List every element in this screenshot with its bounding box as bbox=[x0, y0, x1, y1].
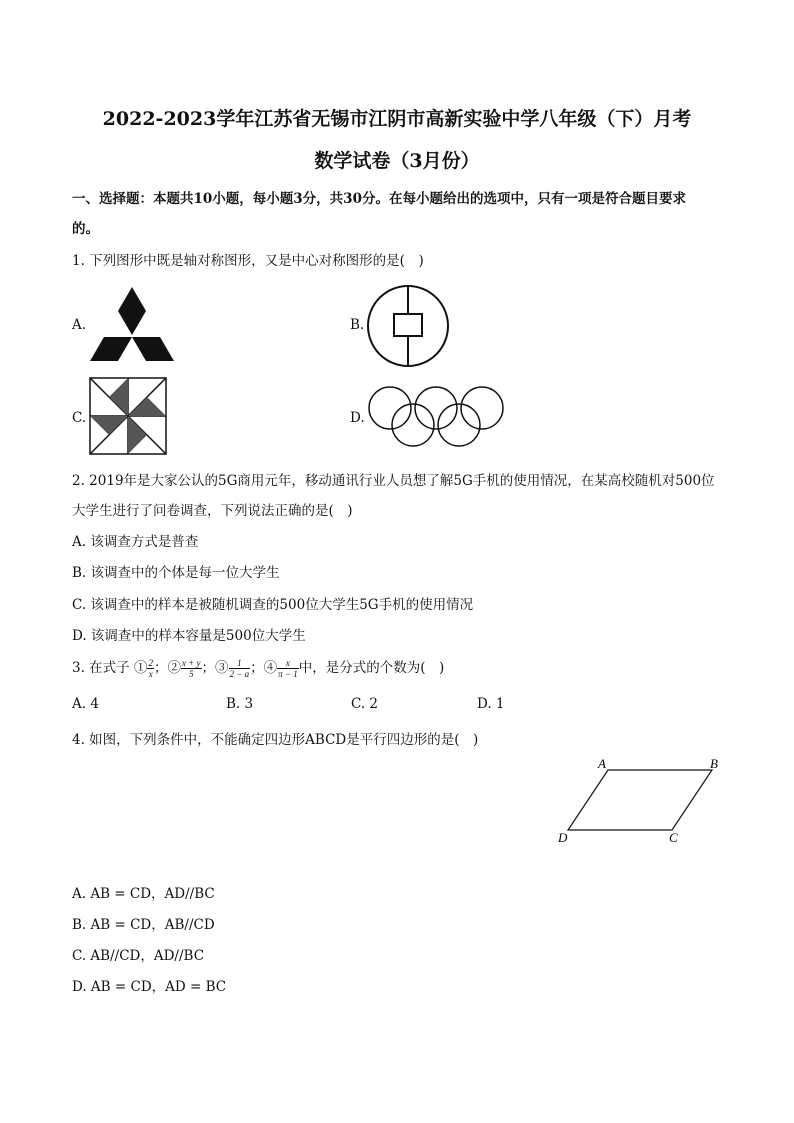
vertex-label-a: A bbox=[598, 756, 606, 771]
q3-prefix: 3. 在式子 ① bbox=[72, 660, 148, 676]
q1-option-c-label: C. bbox=[72, 410, 87, 426]
parallelogram-shape bbox=[568, 770, 712, 830]
q3-sep: ；② bbox=[153, 660, 181, 676]
q4-stem: 4. 如图，下列条件中，不能确定四边形ABCD是平行四边形的是( ) bbox=[72, 732, 479, 748]
section-heading: 一、选择题：本题共10小题，每小题3分，共30分。在每小题给出的选项中，只有一项是符合题目要求 bbox=[72, 191, 686, 207]
q3-sep: ；④ bbox=[250, 660, 278, 676]
vertex-label-c: C bbox=[669, 830, 678, 845]
fraction-3-den: 2 − a bbox=[229, 669, 250, 679]
q1-stem: 1. 下列图形中既是轴对称图形，又是中心对称图形的是( ) bbox=[72, 253, 424, 269]
q2-option-c: C. 该调查中的样本是被随机调查的500位大学生5G手机的使用情况 bbox=[72, 597, 474, 613]
q3-stem bbox=[72, 656, 444, 680]
vertex-label-d: D bbox=[558, 830, 568, 845]
parallelogram-figure bbox=[552, 754, 728, 846]
q1-option-d-label: D. bbox=[350, 410, 365, 426]
q4-option-c: C. AB//CD，AD//BC bbox=[72, 948, 205, 964]
q2-option-d: D. 该调查中的样本容量是500位大学生 bbox=[72, 628, 306, 644]
q2-stem: 2. 2019年是大家公认的5G商用元年，移动通讯行业人员想了解5G手机的使用情况，在某高校随机对500位 bbox=[72, 473, 715, 489]
fraction-1-num: 2 bbox=[148, 658, 153, 668]
q3-option-c: C. 2 bbox=[351, 696, 379, 712]
q2-stem-cont: 大学生进行了问卷调查，下列说法正确的是( ) bbox=[72, 503, 353, 519]
q1-option-a-label: A. bbox=[72, 317, 87, 333]
q4-option-b: B. AB = CD，AB//CD bbox=[72, 917, 215, 933]
q4-option-a: A. AB = CD，AD//BC bbox=[72, 886, 215, 902]
q1-option-b-label: B. bbox=[350, 317, 365, 333]
vertex-label-b: B bbox=[710, 756, 718, 771]
section-heading-cont: 的。 bbox=[72, 221, 99, 237]
q3-option-a: A. 4 bbox=[72, 696, 99, 712]
fraction-4-num: x bbox=[277, 658, 299, 669]
fraction-1-den: x bbox=[148, 669, 153, 679]
paper-title-line2: 数学试卷（3月份） bbox=[314, 150, 480, 172]
paper-title-line1: 2022-2023学年江苏省无锡市江阴市高新实验中学八年级（下）月考 bbox=[102, 108, 692, 130]
fraction-4 bbox=[277, 658, 299, 679]
fraction-3 bbox=[229, 658, 251, 679]
pinwheel-icon bbox=[88, 376, 168, 456]
q4-option-d: D. AB = CD，AD = BC bbox=[72, 979, 227, 995]
q2-option-a: A. 该调查方式是普查 bbox=[72, 534, 199, 550]
q2-option-b: B. 该调查中的个体是每一位大学生 bbox=[72, 565, 280, 581]
q3-option-b: B. 3 bbox=[226, 696, 254, 712]
fraction-2-num: x + y bbox=[181, 658, 201, 668]
fraction-3-num: 1 bbox=[229, 658, 251, 669]
three-diamond-logo-icon bbox=[86, 285, 178, 365]
q3-sep: ；③ bbox=[201, 660, 229, 676]
fraction-4-den: π − 1 bbox=[278, 669, 298, 679]
fraction-2-den: 5 bbox=[189, 669, 194, 679]
coin-with-square-hole-icon bbox=[366, 284, 450, 368]
q3-suffix: 中，是分式的个数为( ) bbox=[298, 660, 445, 676]
fraction-2 bbox=[181, 658, 202, 679]
q3-option-d: D. 1 bbox=[477, 696, 505, 712]
olympic-rings-icon bbox=[366, 384, 506, 450]
